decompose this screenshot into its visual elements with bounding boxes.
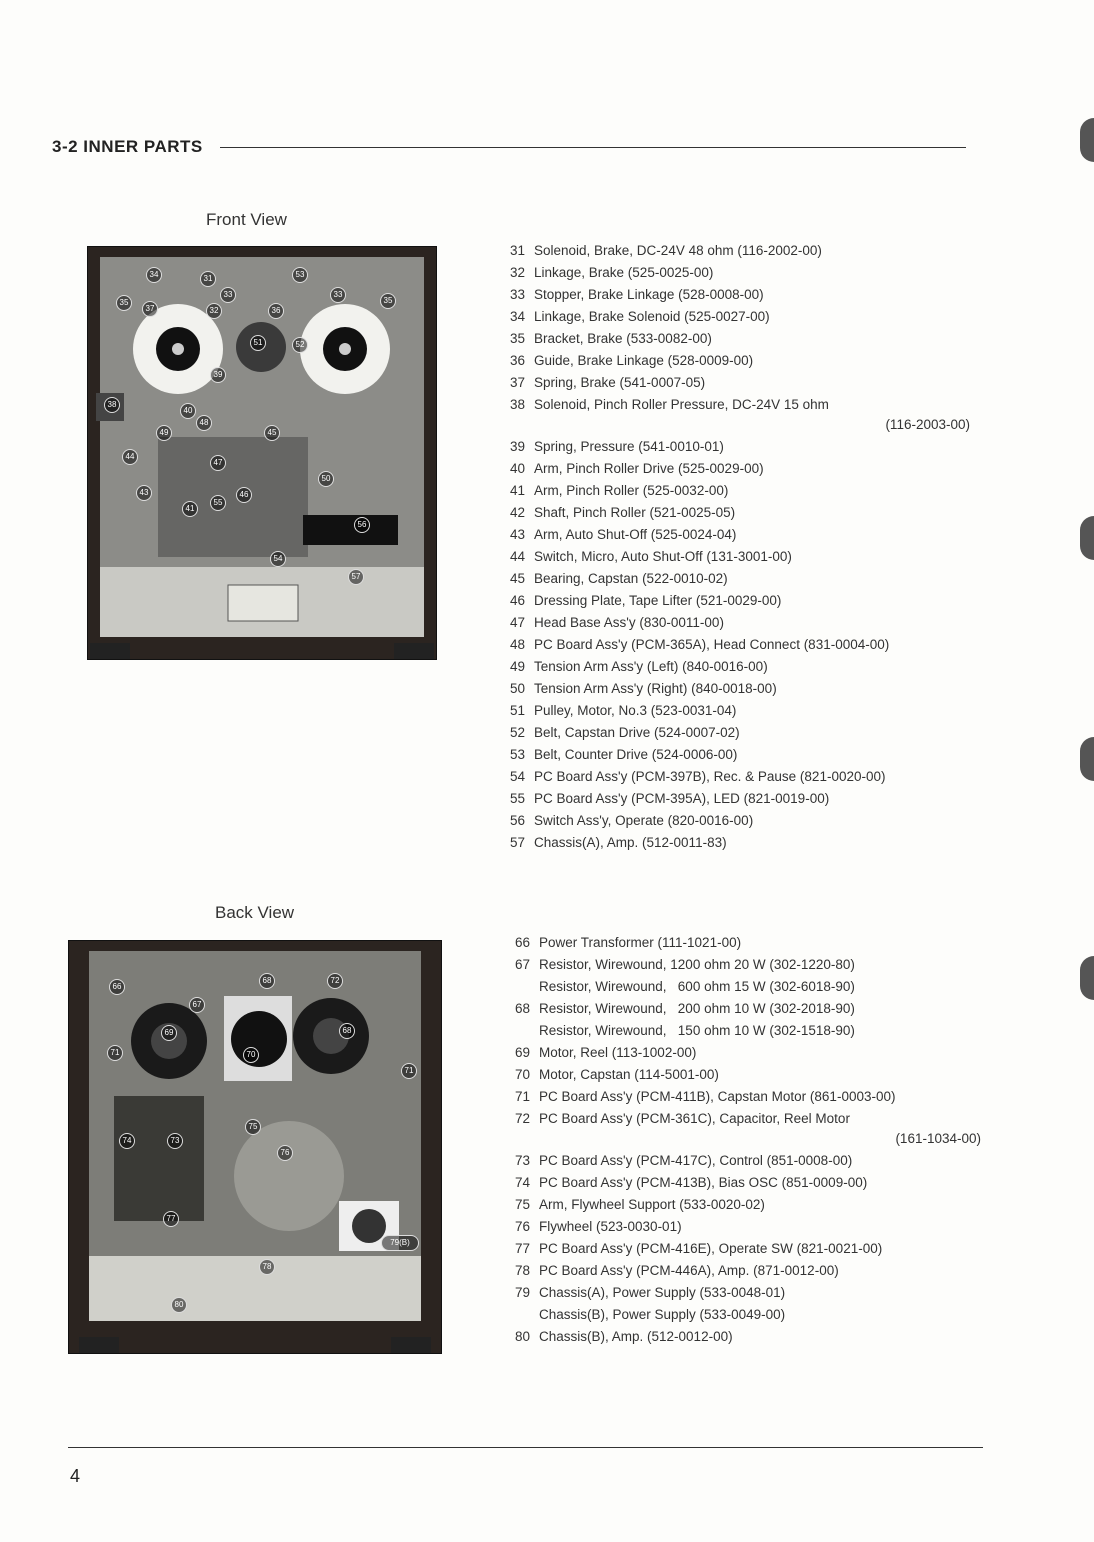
callout: 32	[206, 303, 222, 319]
callout: 66	[109, 979, 125, 995]
list-item	[510, 590, 970, 612]
part-number: 73	[515, 1153, 531, 1168]
callout: 80	[171, 1297, 187, 1313]
part-number: 38	[510, 397, 526, 412]
part-description: Resistor, Wirewound, 600 ohm 15 W (302-6018-90)	[539, 979, 855, 994]
part-number: 67	[515, 957, 531, 972]
part-number: 76	[515, 1219, 531, 1234]
callout: 47	[210, 455, 226, 471]
list-item	[510, 810, 970, 832]
part-description: Guide, Brake Linkage (528-0009-00)	[534, 353, 754, 368]
front-view-photo	[87, 246, 437, 660]
part-number	[515, 1020, 539, 1042]
callout: 46	[236, 487, 252, 503]
part-description: Motor, Capstan (114-5001-00)	[539, 1067, 719, 1082]
bottom-rule	[68, 1447, 983, 1448]
list-item	[510, 546, 970, 568]
callout: 68	[339, 1023, 355, 1039]
list-item	[510, 328, 970, 350]
part-number: 42	[510, 505, 526, 520]
part-number	[515, 1304, 539, 1326]
list-item	[515, 1238, 981, 1260]
list-item	[515, 1326, 981, 1348]
part-description: Linkage, Brake (525-0025-00)	[534, 265, 714, 280]
callout: 78	[259, 1259, 275, 1275]
part-description: Head Base Ass'y (830-0011-00)	[534, 615, 724, 630]
callout: 41	[182, 501, 198, 517]
part-description: Spring, Pressure (541-0010-01)	[534, 439, 724, 454]
front-parts-list	[510, 240, 970, 854]
part-number: 45	[510, 571, 526, 586]
part-description: Arm, Flywheel Support (533-0020-02)	[539, 1197, 765, 1212]
part-number: 54	[510, 769, 526, 784]
part-description: Belt, Capstan Drive (524-0007-02)	[534, 725, 740, 740]
list-item	[510, 436, 970, 458]
part-number: 80	[515, 1329, 531, 1344]
part-number: 51	[510, 703, 526, 718]
part-description: PC Board Ass'y (PCM-413B), Bias OSC (851-0009-00)	[539, 1175, 868, 1190]
part-description: Power Transformer (111-1021-00)	[539, 935, 742, 950]
part-description: PC Board Ass'y (PCM-397B), Rec. & Pause (821-0020-00)	[534, 769, 886, 784]
part-code-continuation: (161-1034-00)	[895, 1131, 981, 1146]
list-item	[510, 634, 970, 656]
page-number: 4	[70, 1466, 81, 1486]
callout: 31	[200, 271, 216, 287]
part-number: 77	[515, 1241, 531, 1256]
callout: 33	[330, 287, 346, 303]
part-number: 74	[515, 1175, 531, 1190]
callout: 35	[380, 293, 396, 309]
list-item	[510, 480, 970, 502]
callout: 79(B)	[381, 1235, 419, 1251]
part-description: PC Board Ass'y (PCM-416E), Operate SW (821-0021-00)	[539, 1241, 883, 1256]
front-view-caption: Front View	[206, 210, 287, 229]
callout: 43	[136, 485, 152, 501]
part-number: 41	[510, 483, 526, 498]
list-item	[510, 262, 970, 284]
list-item	[515, 1194, 981, 1216]
callout: 55	[210, 495, 226, 511]
part-description: Chassis(A), Power Supply (533-0048-01)	[539, 1285, 786, 1300]
part-description: Dressing Plate, Tape Lifter (521-0029-00)	[534, 593, 782, 608]
part-number: 68	[515, 1001, 531, 1016]
callout: 72	[327, 973, 343, 989]
list-item	[515, 998, 981, 1020]
list-item	[515, 1086, 981, 1108]
part-description: PC Board Ass'y (PCM-446A), Amp. (871-0012-00)	[539, 1263, 839, 1278]
list-item	[510, 502, 970, 524]
part-description: Chassis(B), Amp. (512-0012-00)	[539, 1329, 733, 1344]
part-description: PC Board Ass'y (PCM-411B), Capstan Motor (861-0003-00)	[539, 1089, 896, 1104]
part-number: 39	[510, 439, 526, 454]
list-item	[515, 1108, 981, 1130]
list-item	[515, 1304, 981, 1326]
list-item	[510, 678, 970, 700]
part-description: Solenoid, Pinch Roller Pressure, DC-24V 15 ohm	[534, 397, 829, 412]
part-number: 69	[515, 1045, 531, 1060]
callout: 70	[243, 1047, 259, 1063]
list-item	[510, 832, 970, 854]
list-item	[515, 976, 981, 998]
part-description: Linkage, Brake Solenoid (525-0027-00)	[534, 309, 770, 324]
callout: 52	[292, 337, 308, 353]
part-number: 35	[510, 331, 526, 346]
callout: 50	[318, 471, 334, 487]
list-item	[515, 1020, 981, 1042]
callout: 57	[348, 569, 364, 585]
part-number: 48	[510, 637, 526, 652]
list-item	[510, 722, 970, 744]
part-number: 55	[510, 791, 526, 806]
part-description: Motor, Reel (113-1002-00)	[539, 1045, 697, 1060]
callout: 39	[210, 367, 226, 383]
list-item	[510, 656, 970, 678]
list-item	[515, 1172, 981, 1194]
list-item	[515, 1216, 981, 1238]
part-description: Tension Arm Ass'y (Left) (840-0016-00)	[534, 659, 768, 674]
callout: 49	[156, 425, 172, 441]
callout: 71	[401, 1063, 417, 1079]
part-number: 40	[510, 461, 526, 476]
part-description: Arm, Auto Shut-Off (525-0024-04)	[534, 527, 737, 542]
callout: 56	[354, 517, 370, 533]
callout: 37	[142, 301, 158, 317]
part-description: PC Board Ass'y (PCM-361C), Capacitor, Reel Motor	[539, 1111, 850, 1126]
part-number: 75	[515, 1197, 531, 1212]
part-description: Stopper, Brake Linkage (528-0008-00)	[534, 287, 764, 302]
part-number: 49	[510, 659, 526, 674]
part-description: Chassis(A), Amp. (512-0011-83)	[534, 835, 727, 850]
part-description: Bearing, Capstan (522-0010-02)	[534, 571, 728, 586]
callout: 36	[268, 303, 284, 319]
list-item	[510, 394, 970, 416]
callout: 71	[107, 1045, 123, 1061]
part-description: Switch Ass'y, Operate (820-0016-00)	[534, 813, 754, 828]
callout: 40	[180, 403, 196, 419]
binding-hole-mark	[1080, 118, 1094, 162]
callout: 48	[196, 415, 212, 431]
list-item	[510, 700, 970, 722]
callout: 73	[167, 1133, 183, 1149]
part-number: 43	[510, 527, 526, 542]
part-description: Resistor, Wirewound, 150 ohm 10 W (302-1518-90)	[539, 1023, 855, 1038]
part-number: 31	[510, 243, 526, 258]
section-title: 3-2 INNER PARTS	[52, 137, 203, 156]
list-item	[510, 284, 970, 306]
part-description: Arm, Pinch Roller (525-0032-00)	[534, 483, 729, 498]
part-number: 56	[510, 813, 526, 828]
part-description: Tension Arm Ass'y (Right) (840-0018-00)	[534, 681, 777, 696]
part-description: Pulley, Motor, No.3 (523-0031-04)	[534, 703, 737, 718]
part-number: 72	[515, 1111, 531, 1126]
list-item	[510, 458, 970, 480]
part-number: 44	[510, 549, 526, 564]
list-item	[510, 372, 970, 394]
part-description: Belt, Counter Drive (524-0006-00)	[534, 747, 738, 762]
list-item	[510, 788, 970, 810]
part-description: Shaft, Pinch Roller (521-0025-05)	[534, 505, 736, 520]
part-number: 50	[510, 681, 526, 696]
list-item	[510, 612, 970, 634]
part-number: 36	[510, 353, 526, 368]
part-description: PC Board Ass'y (PCM-365A), Head Connect (831-0004-00)	[534, 637, 890, 652]
part-number: 71	[515, 1089, 531, 1104]
binding-hole-mark	[1080, 516, 1094, 560]
part-number: 52	[510, 725, 526, 740]
part-number: 57	[510, 835, 526, 850]
list-item	[515, 932, 981, 954]
list-item	[510, 766, 970, 788]
part-description: Spring, Brake (541-0007-05)	[534, 375, 706, 390]
callout: 35	[116, 295, 132, 311]
list-item	[515, 1260, 981, 1282]
part-number: 34	[510, 309, 526, 324]
list-item	[515, 1064, 981, 1086]
callout: 75	[245, 1119, 261, 1135]
callout: 33	[220, 287, 236, 303]
part-description: Flywheel (523-0030-01)	[539, 1219, 682, 1234]
callout: 69	[161, 1025, 177, 1041]
callout: 67	[189, 997, 205, 1013]
title-rule	[220, 147, 966, 148]
part-number: 78	[515, 1263, 531, 1278]
back-parts-list	[515, 932, 981, 1348]
part-description: Switch, Micro, Auto Shut-Off (131-3001-00)	[534, 549, 792, 564]
list-item	[510, 744, 970, 766]
callout: 77	[163, 1211, 179, 1227]
front-view-illustration	[88, 247, 436, 659]
list-item	[515, 1282, 981, 1304]
part-number: 32	[510, 265, 526, 280]
part-number: 46	[510, 593, 526, 608]
callout: 51	[250, 335, 266, 351]
part-description: Resistor, Wirewound, 200 ohm 10 W (302-2018-90)	[539, 1001, 855, 1016]
back-view-caption: Back View	[215, 903, 295, 922]
part-description: PC Board Ass'y (PCM-395A), LED (821-0019-00)	[534, 791, 830, 806]
part-description: Chassis(B), Power Supply (533-0049-00)	[539, 1307, 786, 1322]
list-item	[510, 568, 970, 590]
part-number: 37	[510, 375, 526, 390]
list-item	[510, 306, 970, 328]
callout: 53	[292, 267, 308, 283]
back-view-photo	[68, 940, 442, 1354]
callout: 38	[104, 397, 120, 413]
part-number: 66	[515, 935, 531, 950]
list-item	[510, 350, 970, 372]
part-description: Bracket, Brake (533-0082-00)	[534, 331, 712, 346]
callout: 45	[264, 425, 280, 441]
part-number: 70	[515, 1067, 531, 1082]
part-number: 33	[510, 287, 526, 302]
callout: 54	[270, 551, 286, 567]
list-item	[510, 240, 970, 262]
part-number: 47	[510, 615, 526, 630]
callout: 34	[146, 267, 162, 283]
list-item	[510, 524, 970, 546]
callout: 76	[277, 1145, 293, 1161]
part-description: PC Board Ass'y (PCM-417C), Control (851-0008-00)	[539, 1153, 853, 1168]
binding-hole-mark	[1080, 737, 1094, 781]
part-number: 79	[515, 1285, 531, 1300]
part-code-continuation: (116-2003-00)	[885, 417, 970, 432]
part-number	[515, 976, 539, 998]
callout: 74	[119, 1133, 135, 1149]
part-description: Arm, Pinch Roller Drive (525-0029-00)	[534, 461, 764, 476]
list-item	[515, 1150, 981, 1172]
list-item	[515, 954, 981, 976]
list-item	[515, 1042, 981, 1064]
part-number: 53	[510, 747, 526, 762]
callout: 68	[259, 973, 275, 989]
callout: 44	[122, 449, 138, 465]
part-description: Resistor, Wirewound, 1200 ohm 20 W (302-1220-80)	[539, 957, 855, 972]
part-description: Solenoid, Brake, DC-24V 48 ohm (116-2002-00)	[534, 243, 822, 258]
binding-hole-mark	[1080, 956, 1094, 1000]
